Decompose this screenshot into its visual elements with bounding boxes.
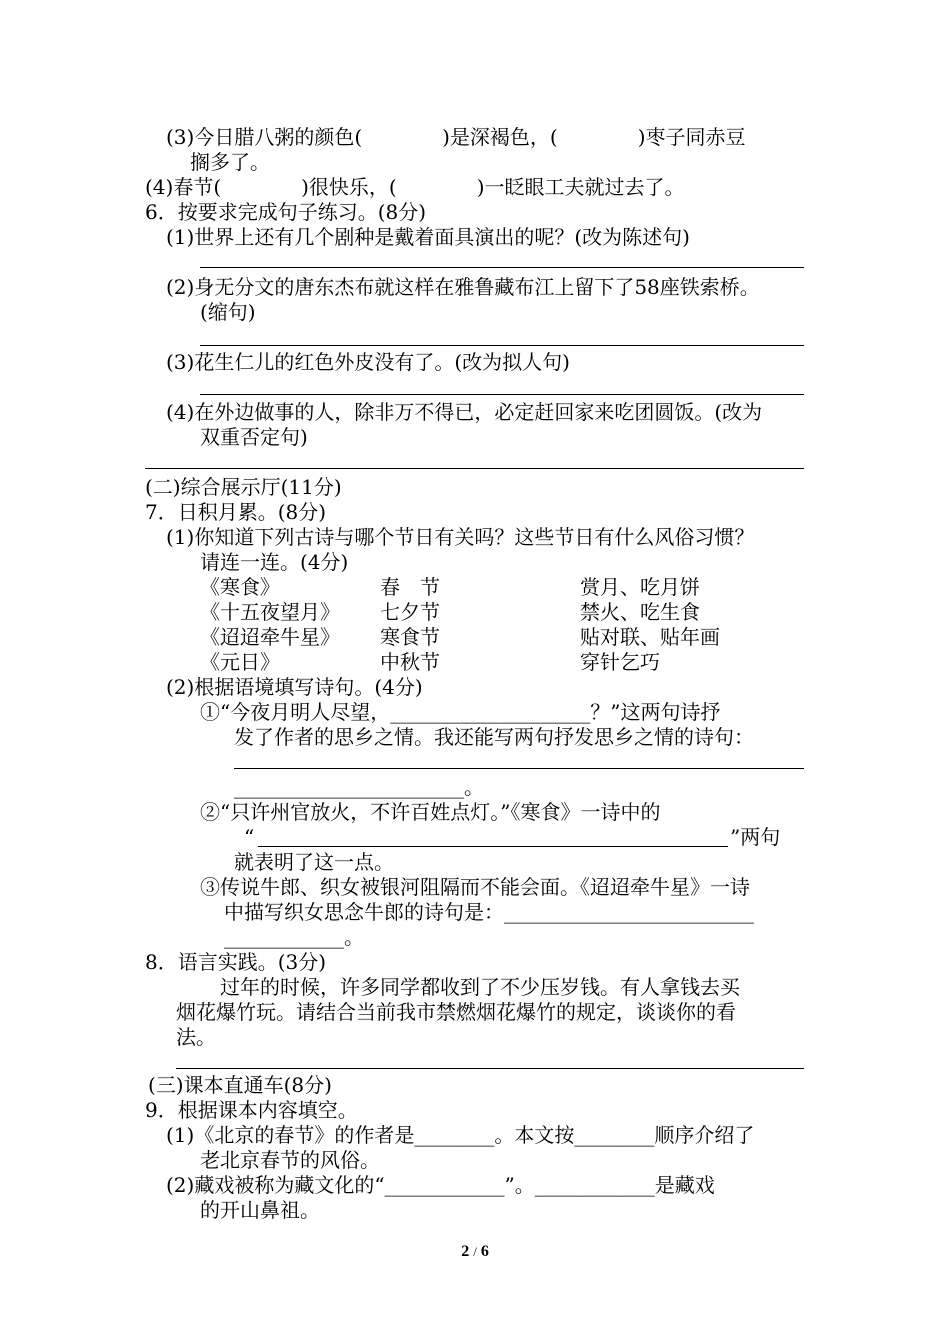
q7-item2: (2)根据语境填写诗句。(4分) [166, 675, 423, 699]
q7-sub3-line1: ③传说牛郎、织女被银河阻隔而不能会面。《迢迢牵牛星》一诗 [200, 875, 750, 899]
poem-item: 《寒食》 [200, 575, 280, 599]
q6-item2-line1: (2)身无分文的唐东杰布就这样在雅鲁藏布江上留下了58座铁索桥。 [166, 275, 760, 299]
section3-title: (三)课本直通车(8分) [148, 1073, 332, 1097]
poem-item: 《十五夜望月》 [200, 600, 340, 624]
q7-sub2-close-quote: ”两句 [730, 825, 781, 849]
page-total: 6 [480, 1243, 489, 1260]
answer-line-q6-1 [200, 267, 804, 268]
page-number [0, 1243, 950, 1261]
custom-item: 贴对联、贴年画 [580, 625, 720, 649]
q7-sub3-line3: ____________。 [224, 925, 364, 949]
q8-para-line2: 烟花爆竹玩。请结合当前我市禁燃烟花爆竹的规定，谈谈你的看 [176, 1000, 736, 1024]
q7-sub2-line1: ②“只许州官放火，不许百姓点灯。”《寒食》一诗中的 [200, 800, 661, 824]
answer-line-q6-2 [200, 345, 804, 346]
q7-sub1-line1: ①“今夜月明人尽望，____________________？”这两句诗抒 [200, 700, 721, 724]
q7-item1-line1: (1)你知道下列古诗与哪个节日有关吗？这些节日有什么风俗习惯？ [166, 525, 755, 549]
poem-item: 《元日》 [200, 650, 280, 674]
q7-sub3-line2: 中描写织女思念牛郎的诗句是：_________________________ [224, 900, 754, 924]
q6-item3: (3)花生仁儿的红色外皮没有了。(改为拟人句) [166, 350, 570, 374]
q8-para-line1: 过年的时候，许多同学都收到了不少压岁钱。有人拿钱去买 [220, 975, 740, 999]
festival-item: 春 节 [380, 575, 440, 599]
festival-item: 中秋节 [380, 650, 440, 674]
q7-title: 7．日积月累。(8分) [145, 500, 327, 524]
custom-item: 穿针乞巧 [580, 650, 660, 674]
q6-item2-line2: (缩句) [200, 300, 256, 324]
custom-item: 赏月、吃月饼 [580, 575, 700, 599]
festival-item: 七夕节 [380, 600, 440, 624]
q7-sub2-open-quote: “ [244, 825, 255, 849]
q5-item3-line1: (3)今日腊八粥的颜色( )是深褐色，( )枣子同赤豆 [166, 125, 746, 149]
q7-sub1-line2: 发了作者的思乡之情。我还能写两句抒发思乡之情的诗句： [234, 725, 754, 749]
q6-item4-line1: (4)在外边做事的人，除非万不得已，必定赶回家来吃团圆饭。(改为 [166, 400, 763, 424]
q9-item2-line2: 的开山鼻祖。 [200, 1198, 320, 1222]
q8-para-line3: 法。 [176, 1025, 216, 1049]
q7-item1-line2: 请连一连。(4分) [200, 550, 349, 574]
q8-title: 8．语言实践。(3分) [145, 950, 327, 974]
q9-item1-line1: (1)《北京的春节》的作者是________。本文按________顺序介绍了 [166, 1123, 755, 1147]
page-current: 2 [461, 1243, 470, 1260]
q9-title: 9．根据课本内容填空。 [145, 1098, 358, 1122]
q5-item4: (4)春节( )很快乐，( )一眨眼工夫就过去了。 [145, 175, 685, 199]
q6-item1: (1)世界上还有几个剧种是戴着面具演出的呢？(改为陈述句) [166, 225, 690, 249]
festival-item: 寒食节 [380, 625, 440, 649]
q6-item4-line2: 双重否定句) [200, 425, 308, 449]
answer-line-q7-sub2 [258, 846, 728, 847]
q7-sub1-line4: _______________________。 [234, 775, 484, 799]
section2-title: (二)综合展示厅(11分) [145, 475, 342, 499]
q9-item2-line1: (2)藏戏被称为藏文化的“____________”。____________是藏戏 [166, 1173, 715, 1197]
answer-line-q6-3 [200, 394, 804, 395]
q7-sub2-line3: 就表明了这一点。 [234, 850, 394, 874]
poem-item: 《迢迢牵牛星》 [200, 625, 340, 649]
page-separator: / [473, 1244, 477, 1259]
q5-item3-line2: 搁多了。 [190, 150, 270, 174]
q6-title: 6．按要求完成句子练习。(8分) [145, 200, 427, 224]
custom-item: 禁火、吃生食 [580, 600, 700, 624]
answer-line-q6-4 [145, 468, 804, 469]
answer-line-q8 [176, 1068, 804, 1069]
answer-line-q7-sub1 [234, 768, 804, 769]
q9-item1-line2: 老北京春节的风俗。 [200, 1148, 380, 1172]
